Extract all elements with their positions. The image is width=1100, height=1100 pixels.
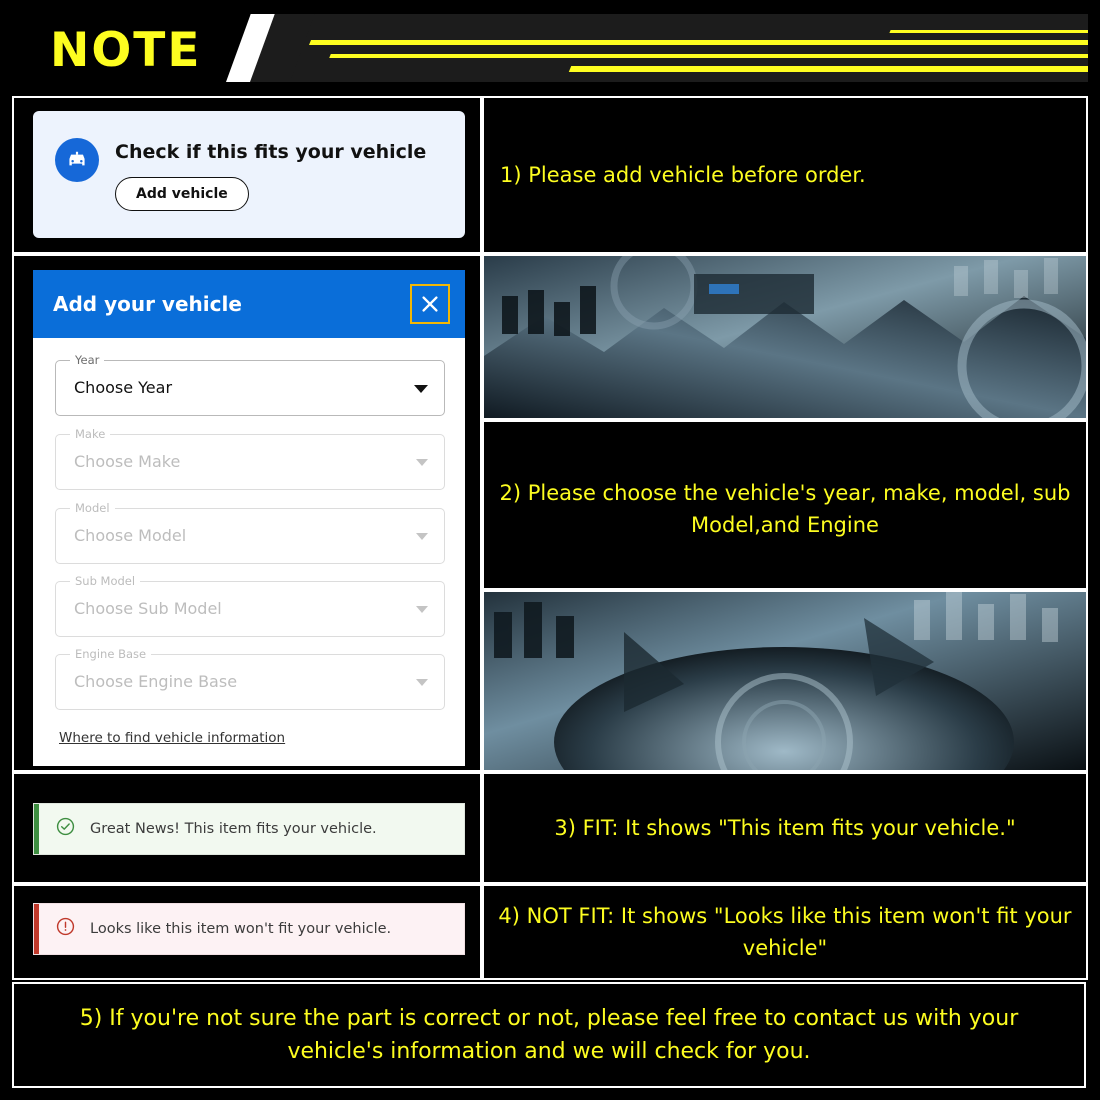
note-4-text: 4) NOT FIT: It shows "Looks like this item won't fit your vehicle": [498, 904, 1072, 960]
note-5-text: 5) If you're not sure the part is correct or not, please feel free to contact us with your vehicle's information and we will check for you.: [79, 1006, 1019, 1064]
chevron-down-icon: [414, 385, 428, 393]
make-select[interactable]: [55, 427, 445, 490]
where-to-find-vehicle-info-link[interactable]: Where to find vehicle information: [59, 730, 286, 746]
engine-base-select[interactable]: [55, 647, 445, 710]
make-label: Make: [70, 427, 110, 441]
header-streak-3: [569, 66, 1088, 72]
model-label: Model: [70, 501, 115, 515]
header-streak-4: [889, 30, 1088, 33]
chevron-down-icon: [416, 533, 428, 540]
fitment-check-banner: [33, 111, 465, 238]
car-icon: [55, 138, 99, 182]
note-3-text: 3) FIT: It shows "This item fits your vehicle.": [554, 816, 1016, 840]
header-banner: [10, 14, 1088, 82]
engine-base-label: Engine Base: [70, 647, 151, 661]
fit-alert-bar: [34, 804, 39, 854]
not-fit-alert-bar: [34, 904, 39, 954]
close-icon[interactable]: [410, 284, 450, 324]
year-label: Year: [70, 353, 104, 367]
header-streak-2: [329, 54, 1088, 58]
sub-model-select[interactable]: [55, 574, 445, 637]
note-1-text: 1) Please add vehicle before order.: [500, 163, 866, 187]
check-circle-icon: [56, 817, 75, 841]
cell-note-5: [12, 982, 1086, 1088]
not-fit-alert: [33, 903, 465, 955]
page-title: NOTE: [50, 23, 202, 78]
add-vehicle-button[interactable]: Add vehicle: [115, 177, 249, 211]
year-value: Choose Year: [74, 378, 173, 397]
not-fit-alert-text: Looks like this item won't fit your vehicle.: [90, 921, 392, 937]
warning-circle-icon: [56, 917, 75, 941]
gear-image-top: [482, 254, 1088, 420]
modal-header: [33, 270, 465, 338]
model-value: Choose Model: [74, 526, 187, 545]
year-select[interactable]: [55, 353, 445, 416]
sub-model-value: Choose Sub Model: [74, 599, 222, 618]
chevron-down-icon: [416, 606, 428, 613]
sub-model-label: Sub Model: [70, 574, 140, 588]
engine-base-value: Choose Engine Base: [74, 672, 238, 691]
make-value: Choose Make: [74, 452, 181, 471]
add-vehicle-modal: [33, 270, 465, 766]
fit-alert: [33, 803, 465, 855]
chevron-down-icon: [416, 679, 428, 686]
model-select[interactable]: [55, 501, 445, 564]
header-streak-1: [309, 40, 1088, 45]
modal-title: Add your vehicle: [53, 292, 242, 316]
fitment-title: Check if this fits your vehicle: [115, 141, 427, 163]
gear-image-bottom: [482, 590, 1088, 772]
chevron-down-icon: [416, 459, 428, 466]
note-2-text: 2) Please choose the vehicle's year, make, model, sub Model,and Engine: [499, 481, 1071, 537]
fit-alert-text: Great News! This item fits your vehicle.: [90, 821, 377, 837]
